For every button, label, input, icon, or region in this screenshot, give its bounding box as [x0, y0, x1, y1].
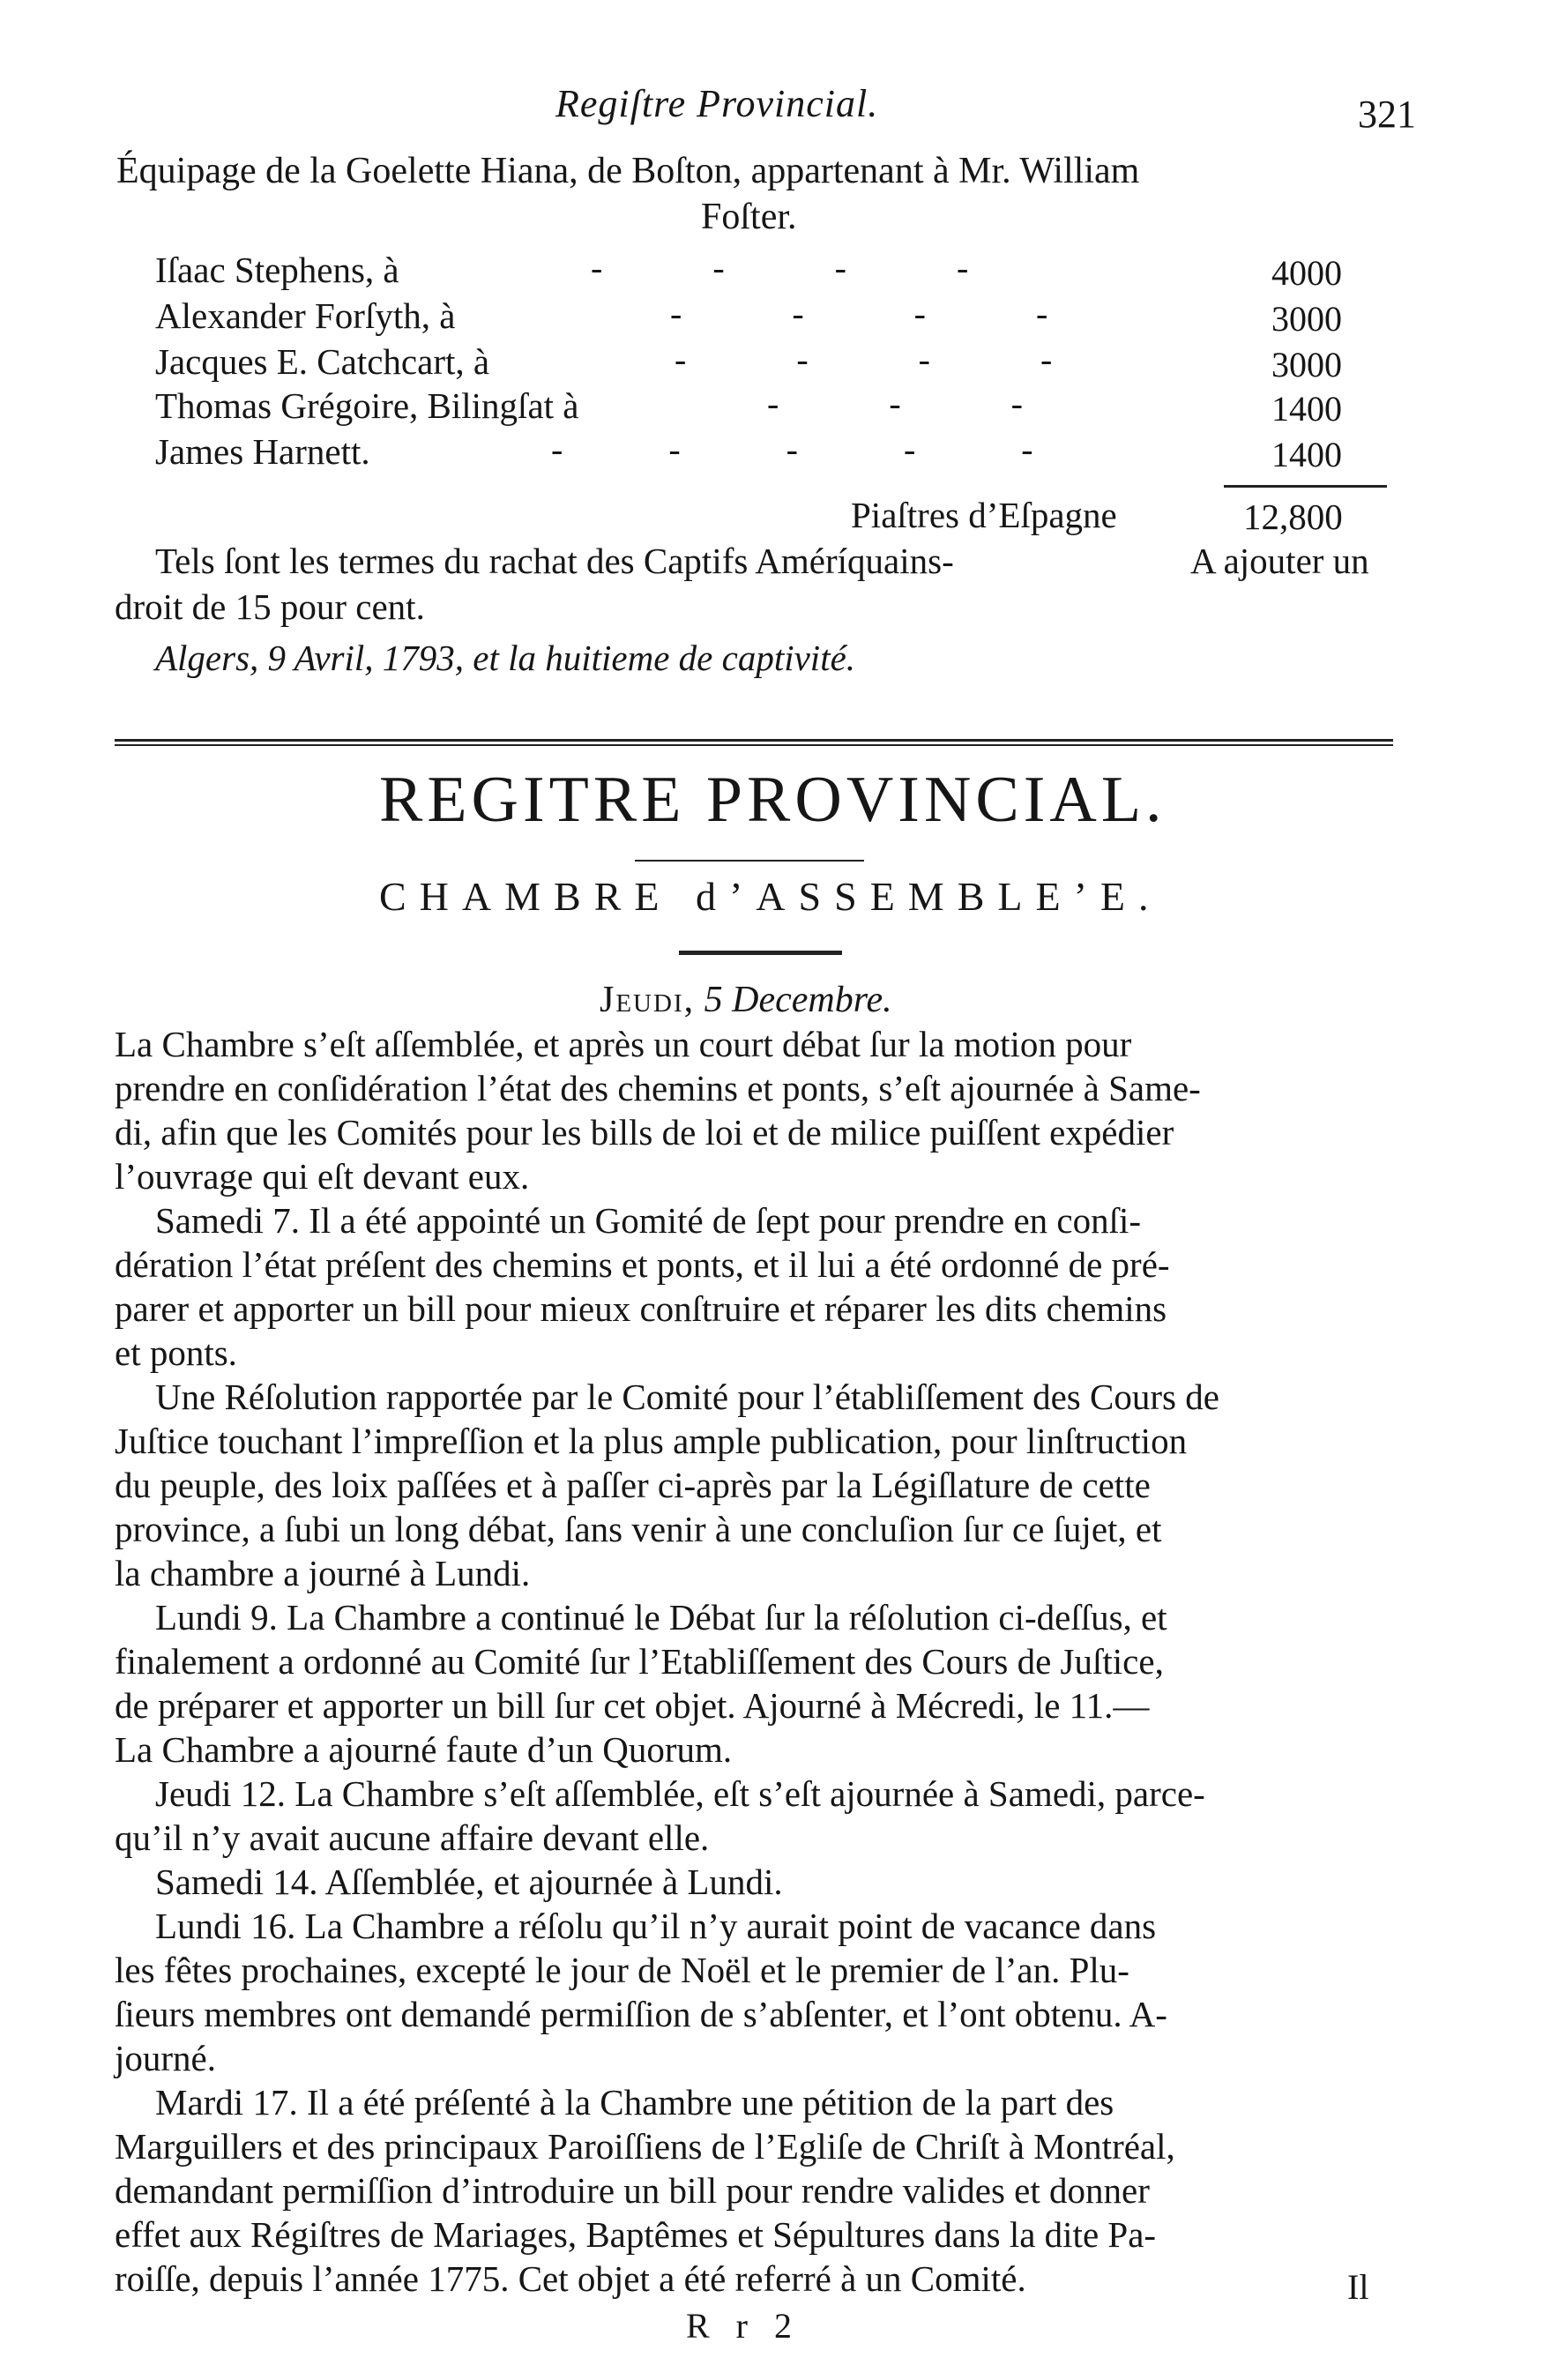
crew-name: Iſaac Stephens, à [155, 250, 399, 290]
crew-name: Jacques E. Catchcart, à [155, 341, 490, 382]
equipage-heading-line2: Foſter. [701, 197, 797, 237]
body-line: parer et apporter un bill pour mieux conſtruire et réparer les dits chemins [115, 1288, 1167, 1329]
section-subtitle: CHAMBRE d’ASSEMBLE’E. [379, 874, 1162, 919]
signature-mark: R r 2 [686, 2306, 801, 2346]
crew-amount: 1400 [1271, 435, 1342, 474]
body-line: di, afin que les Comités pour les bills de loi et de milice puiſſent expédier [115, 1112, 1174, 1153]
body-line: ſieurs membres ont demandé permiſſion de s’abſenter, et l’ont obtenu. A- [115, 1994, 1167, 2034]
body-line: prendre en conſidération l’état des chemins et ponts, s’eſt ajournée à Same- [115, 1068, 1201, 1108]
leader-dashes: - - - - [675, 339, 1053, 379]
body-line: la chambre a journé à Lundi. [115, 1553, 531, 1593]
crew-name: James Harnett. [155, 431, 370, 472]
body-line: La Chambre a ajourné faute d’un Quorum. [115, 1729, 733, 1770]
date-heading [600, 979, 892, 1021]
page-number: 321 [1358, 93, 1416, 136]
body-line: et ponts. [115, 1332, 237, 1373]
title-rule [635, 860, 864, 862]
body-line: dération l’état préſent des chemins et ponts, et il lui a été ordonné de pré- [115, 1244, 1170, 1285]
body-line: Lundi 9. La Chambre a continué le Débat ſur la réſolution ci-deſſus, et [155, 1597, 1167, 1638]
equipage-heading-line1: Équipage de la Goelette Hiana, de Boſton, appartenant à Mr. William [116, 151, 1140, 191]
body-line: Samedi 14. Aſſemblée, et ajournée à Lundi. [155, 1861, 783, 1902]
leader-dashes: - - - [767, 384, 1023, 423]
body-line: Samedi 7. Il a été appointé un Gomité de ſept pour prendre en conſi- [155, 1200, 1142, 1241]
section-rule [115, 739, 1393, 742]
body-line: roiſſe, depuis l’année 1775. Cet objet a été referré à un Comité. [115, 2258, 1026, 2299]
body-line: La Chambre s’eſt aſſemblée, et après un court débat ſur la motion pour [115, 1024, 1132, 1064]
body-line: Juſtice touchant l’impreſſion et la plus ample publication, pour linſtruction [115, 1421, 1188, 1461]
body-line: Marguillers et des principaux Paroiſſiens de l’Egliſe de Chriſt à Montréal, [115, 2126, 1175, 2167]
total-amount: 12,800 [1243, 496, 1343, 537]
subtitle-rule [679, 951, 842, 955]
body-line: les fêtes prochaines, excepté le jour de Noël et le premier de l’an. Plu- [115, 1950, 1129, 1990]
leader-dashes: - - - - [591, 248, 969, 287]
body-line: effet aux Régiſtres de Mariages, Baptêmes et Sépultures dans la dite Pa- [115, 2214, 1157, 2255]
terms-line: droit de 15 pour cent. [115, 586, 425, 627]
crew-amount: 4000 [1271, 253, 1342, 293]
total-label: Piaſtres d’Eſpagne [851, 495, 1117, 535]
body-line: Jeudi 12. La Chambre s’eſt aſſemblée, eſt s’eſt ajournée à Samedi, parce- [155, 1773, 1205, 1814]
crew-name: Alexander Forſyth, à [155, 295, 456, 336]
body-line: demandant permiſſion d’introduire un bill pour rendre valides et donner [115, 2170, 1150, 2211]
crew-amount: 3000 [1271, 299, 1342, 339]
crew-name: Thomas Grégoire, Bilingſat à [155, 385, 579, 426]
crew-amount: 1400 [1271, 389, 1342, 429]
leader-dashes: - - - - - [551, 429, 1033, 469]
date-line: Algers, 9 Avril, 1793, et la huitieme de captivité. [155, 638, 856, 678]
section-title: REGITRE PROVINCIAL. [379, 764, 1167, 836]
body-line: qu’il n’y avait aucune affaire devant elle. [115, 1817, 710, 1858]
catchword: Il [1347, 2267, 1369, 2307]
body-line: Une Réſolution rapportée par le Comité pour l’établiſſement des Cours de [155, 1377, 1219, 1417]
body-line: du peuple, des loix paſſées et à paſſer ci-après par la Légiſlature de cette [115, 1465, 1151, 1505]
body-line: journé. [115, 2038, 216, 2078]
terms-line-end: A ajouter un [1190, 541, 1369, 581]
body-line: finalement a ordonné au Comité ſur l’Etabliſſement des Cours de Juſtice, [115, 1641, 1164, 1682]
leader-dashes: - - - - [670, 294, 1048, 333]
total-rule [1224, 485, 1387, 488]
body-line: province, a ſubi un long débat, ſans venir à une concluſion ſur ce ſujet, et [115, 1509, 1162, 1549]
body-line: l’ouvrage qui eſt devant eux. [115, 1156, 530, 1197]
section-rule [115, 744, 1393, 746]
date-heading-day: Jeudi, [600, 980, 696, 1020]
body-line: Lundi 16. La Chambre a réſolu qu’il n’y aurait point de vacance dans [155, 1906, 1157, 1946]
date-heading-date: 5 Decembre. [704, 980, 892, 1020]
body-line: de préparer et apporter un bill ſur cet objet. Ajourné à Mécredi, le 11.— [115, 1685, 1150, 1726]
crew-amount: 3000 [1271, 345, 1342, 384]
running-title: Regiſtre Provincial. [555, 82, 879, 125]
body-line: Mardi 17. Il a été préſenté à la Chambre une pétition de la part des [155, 2082, 1114, 2123]
terms-line: Tels ſont les termes du rachat des Captifs Améríquains- [155, 541, 954, 581]
